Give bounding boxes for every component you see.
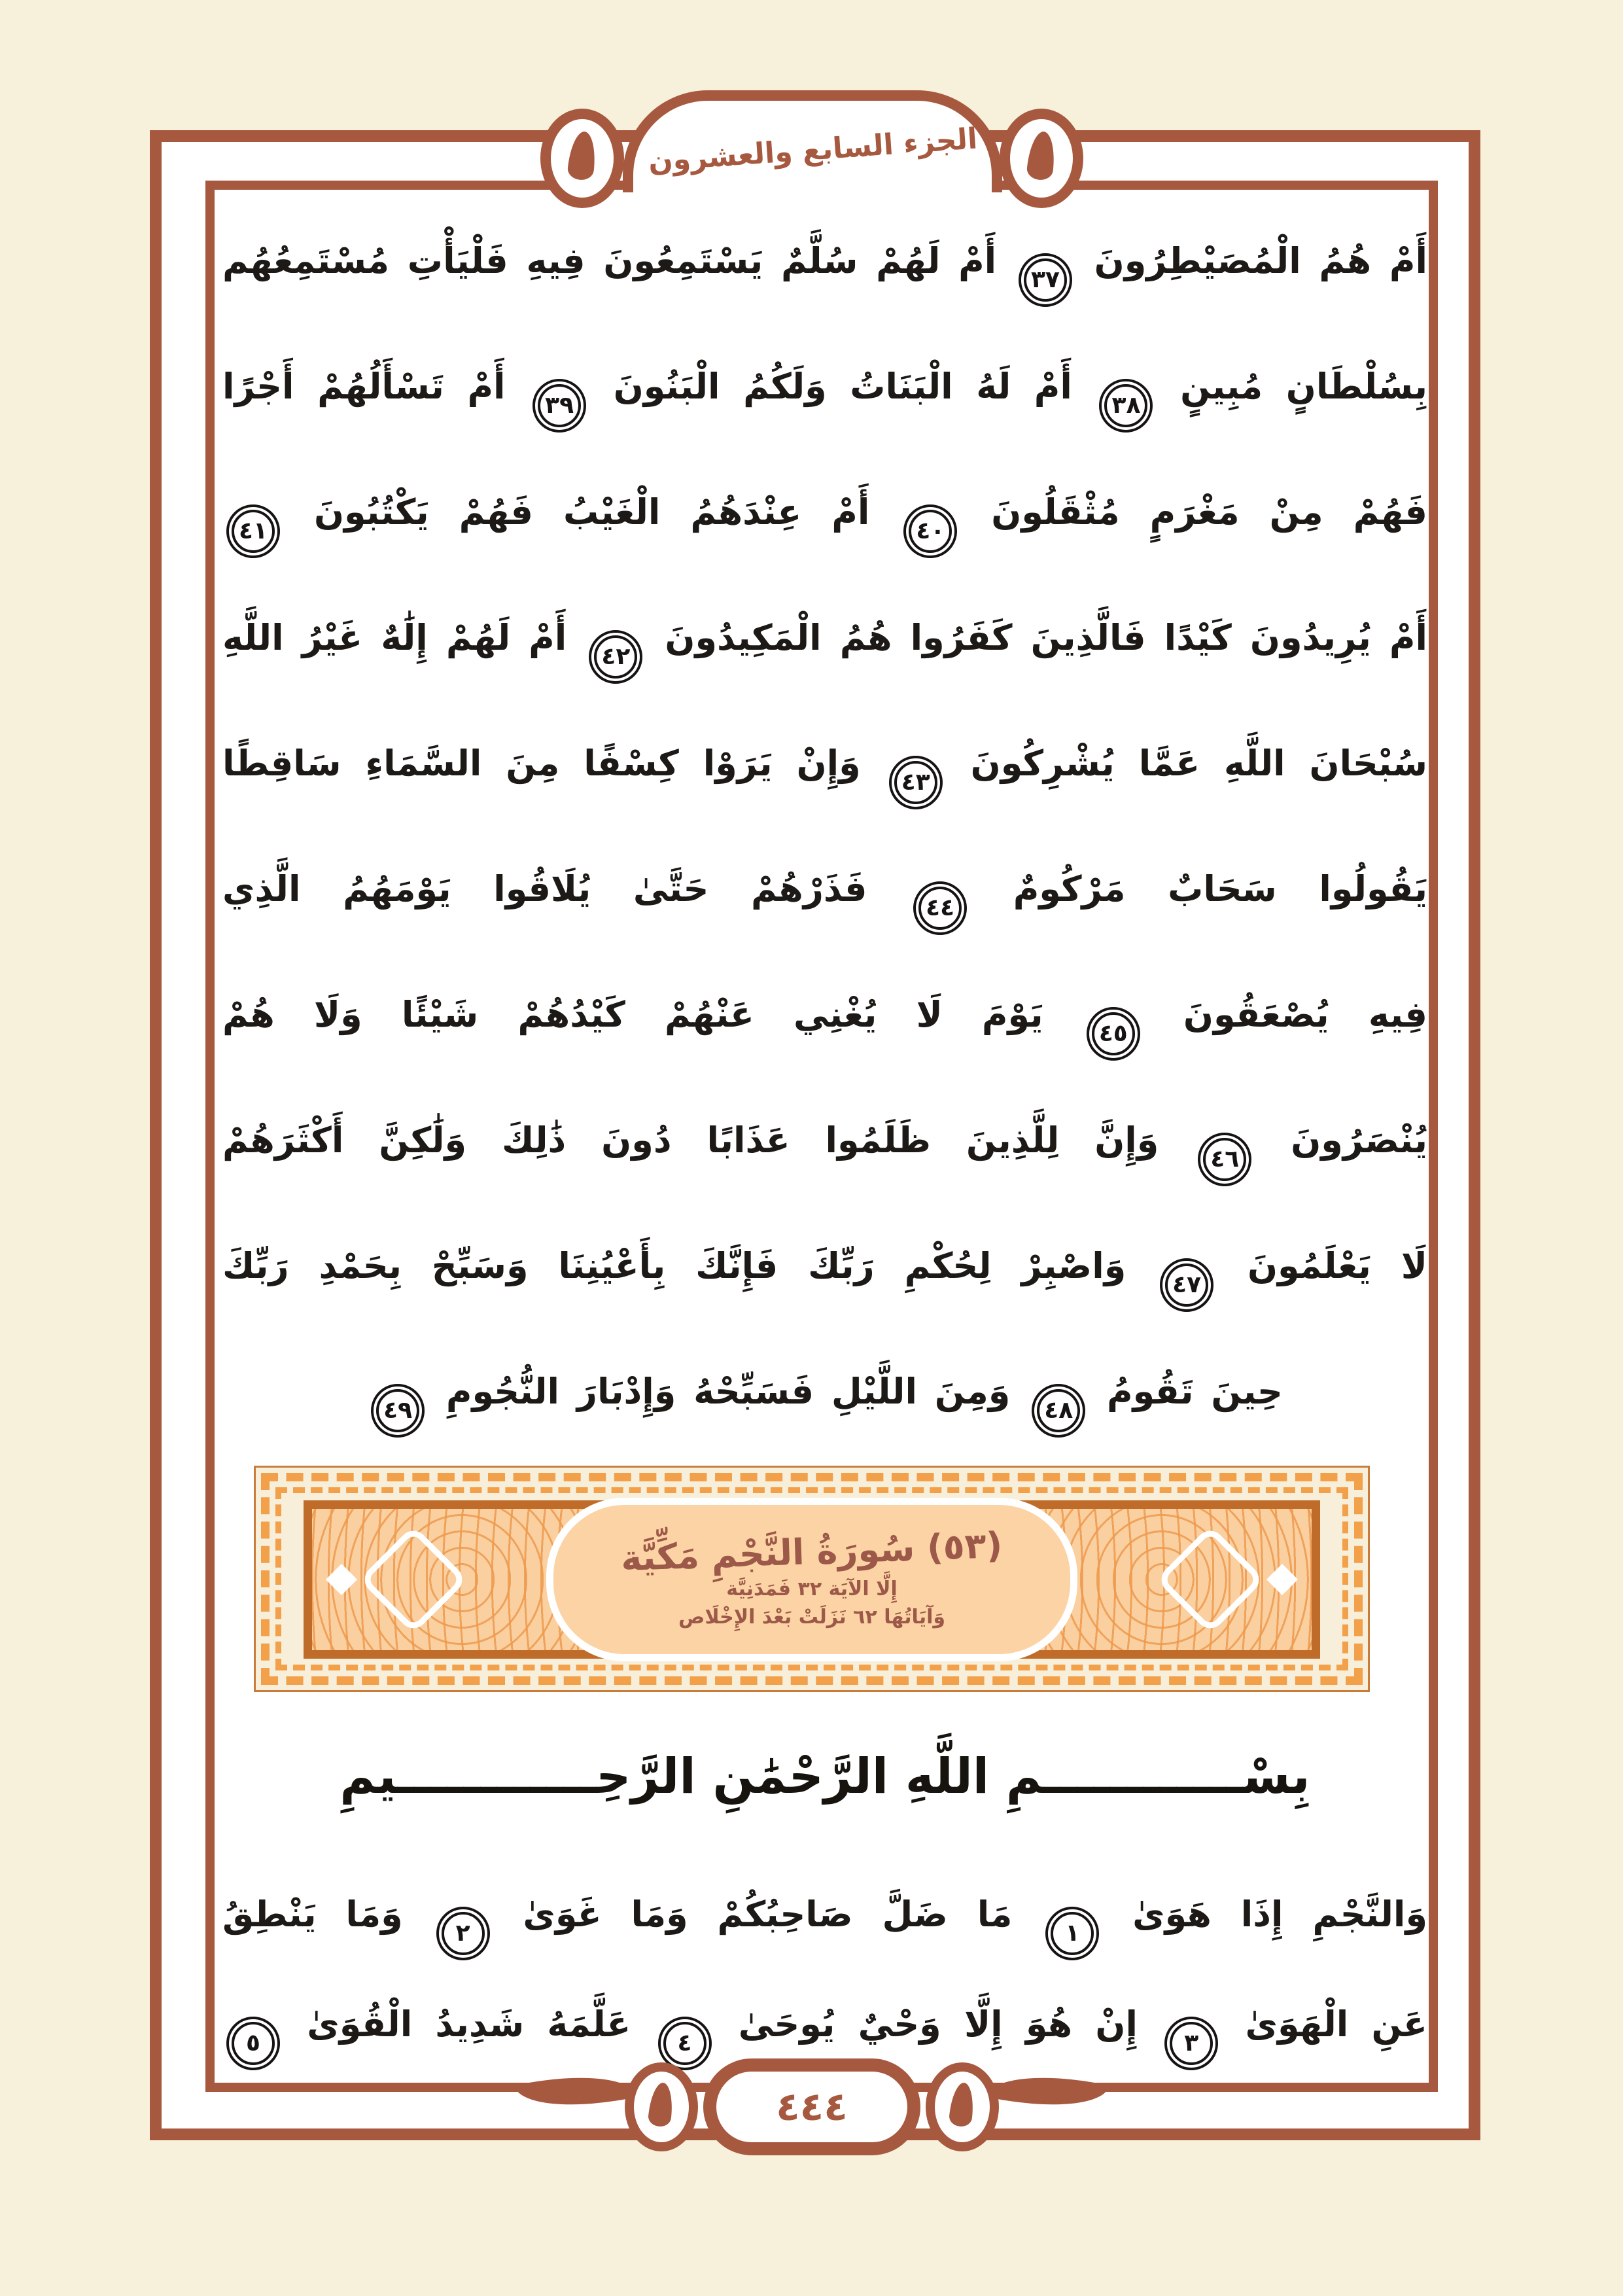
ayah-text: أَمْ لَهُمْ سُلَّمٌ يَسْتَمِعُونَ فِيهِ فَلْيَأْتِ مُسْتَمِعُهُم bbox=[222, 240, 997, 281]
ayah-text: وَمَا يَنْطِقُ bbox=[222, 1894, 403, 1935]
verse-number-marker: ٤٧ bbox=[1160, 1258, 1213, 1312]
surah-header-banner bbox=[254, 1466, 1370, 1692]
ogee-ornament-icon bbox=[1156, 1525, 1265, 1634]
top-left-ring-ornament-icon bbox=[540, 109, 624, 208]
quran-text-block-najm bbox=[222, 1860, 1427, 2079]
diamond-dot-icon bbox=[326, 1564, 357, 1595]
teardrop-icon bbox=[949, 2082, 976, 2128]
surah-note-line1: إِلَّا الآيَة ٣٢ فَمَدَنِيَّة bbox=[726, 1577, 898, 1600]
verse-number-marker: ٢ bbox=[436, 1907, 490, 1960]
bottom-left-ring-ornament-icon bbox=[625, 2062, 698, 2151]
verse-number-marker: ٤٣ bbox=[889, 756, 943, 809]
ayah-text: إِنْ هُوَ إِلَّا وَحْيٌ يُوحَىٰ bbox=[738, 2004, 1138, 2045]
juz-header-dome bbox=[623, 90, 1002, 192]
quran-text-line bbox=[222, 1078, 1427, 1203]
teardrop-icon bbox=[648, 2082, 675, 2128]
ayah-text: أَمْ يُرِيدُونَ كَيْدًا فَالَّذِينَ كَفَرُوا هُمُ الْمَكِيدُونَ bbox=[665, 617, 1427, 658]
ayah-text: حِينَ تَقُومُ bbox=[1107, 1371, 1283, 1412]
verse-number-marker: ٤٦ bbox=[1198, 1133, 1251, 1186]
quran-text-line bbox=[222, 1329, 1427, 1455]
banner-arabesque-panel bbox=[304, 1500, 1320, 1659]
ayah-text: عَلَّمَهُ شَدِيدُ الْقُوَىٰ bbox=[307, 2004, 631, 2045]
verse-number-marker: ٣٩ bbox=[532, 379, 586, 433]
quran-text-line bbox=[222, 952, 1427, 1078]
ayah-text: أَمْ لَهُ الْبَنَاتُ وَلَكُمُ الْبَنُونَ bbox=[613, 366, 1072, 407]
ayah-text: عَنِ الْهَوَىٰ bbox=[1245, 2004, 1427, 2045]
verse-number-marker: ٤٢ bbox=[589, 630, 642, 684]
ayah-text: مَا ضَلَّ صَاحِبُكُمْ وَمَا غَوَىٰ bbox=[523, 1894, 1013, 1935]
ayah-text: لَا يَعْلَمُونَ bbox=[1247, 1245, 1427, 1286]
diamond-dot-icon bbox=[1266, 1564, 1298, 1595]
quran-text-block-tur bbox=[222, 198, 1427, 1455]
ayah-text: أَمْ هُمُ الْمُصَيْطِرُونَ bbox=[1094, 240, 1427, 281]
surah-title-cartouche bbox=[546, 1498, 1077, 1661]
ayah-text: أَمْ لَهُمْ إِلَٰهٌ غَيْرُ اللَّهِ bbox=[222, 617, 567, 658]
ayah-text: سُبْحَانَ اللَّهِ عَمَّا يُشْرِكُونَ bbox=[970, 743, 1427, 784]
ayah-text: فِيهِ يُصْعَقُونَ bbox=[1183, 994, 1427, 1035]
juz-title: الجزء السابع والعشرون bbox=[647, 121, 979, 179]
quran-text-line bbox=[222, 1860, 1427, 1969]
basmala: بِسْــــــــــــمِ اللَّهِ الرَّحْمَٰنِ الرَّحِــــــــــــيمِ bbox=[340, 1748, 1310, 1805]
verse-number-marker: ٣ bbox=[1164, 2017, 1218, 2070]
verse-number-marker: ٤١ bbox=[226, 504, 280, 558]
verse-number-marker: ٣٧ bbox=[1019, 253, 1072, 307]
quran-text-line bbox=[222, 701, 1427, 826]
bottom-right-ring-ornament-icon bbox=[926, 2062, 999, 2151]
verse-number-marker: ٤ bbox=[658, 2017, 712, 2070]
ayah-text: وَالنَّجْمِ إِذَا هَوَىٰ bbox=[1132, 1894, 1427, 1935]
quran-text-line bbox=[222, 575, 1427, 701]
verse-number-marker: ٥ bbox=[226, 2017, 280, 2070]
ayah-text: أَمْ تَسْأَلُهُمْ أَجْرًا bbox=[222, 366, 506, 407]
verse-number-marker: ٤٤ bbox=[913, 881, 967, 935]
verse-number-marker: ٤٩ bbox=[371, 1384, 425, 1438]
teardrop-icon bbox=[567, 130, 598, 181]
ogee-ornament-icon bbox=[359, 1525, 468, 1634]
ayah-text: فَذَرْهُمْ حَتَّىٰ يُلَاقُوا يَوْمَهُمُ الَّذِي bbox=[222, 868, 867, 910]
verse-number-marker: ١ bbox=[1045, 1907, 1099, 1960]
quran-text-line bbox=[222, 450, 1427, 575]
quran-text-line bbox=[222, 198, 1427, 324]
verse-number-marker: ٤٠ bbox=[903, 504, 957, 558]
page-number: ٤٤٤ bbox=[776, 2084, 848, 2130]
top-right-ring-ornament-icon bbox=[1000, 109, 1083, 208]
teardrop-icon bbox=[1026, 130, 1057, 181]
quran-text-line bbox=[222, 324, 1427, 450]
quran-text-line bbox=[222, 826, 1427, 952]
quran-text-line bbox=[222, 1203, 1427, 1329]
ayah-text: يَوْمَ لَا يُغْنِي عَنْهُمْ كَيْدُهُمْ شَيْئًا وَلَا هُمْ bbox=[222, 994, 1043, 1035]
ayah-text: أَمْ عِنْدَهُمُ الْغَيْبُ فَهُمْ يَكْتُبُونَ bbox=[313, 491, 870, 533]
surah-title: (٥٣) سُورَةُ النَّجْمِ مَكِّيَّة bbox=[620, 1524, 1003, 1579]
ayah-text: فَهُمْ مِنْ مَغْرَمٍ مُثْقَلُونَ bbox=[991, 491, 1427, 533]
ayah-text: وَمِنَ اللَّيْلِ فَسَبِّحْهُ وَإِدْبَارَ النُّجُومِ bbox=[445, 1371, 1011, 1412]
verse-number-marker: ٤٥ bbox=[1087, 1007, 1140, 1061]
ayah-text: يَقُولُوا سَحَابٌ مَرْكُومٌ bbox=[1013, 868, 1427, 910]
ayah-text: يُنْصَرُونَ bbox=[1291, 1120, 1427, 1161]
ayah-text: وَإِنَّ لِلَّذِينَ ظَلَمُوا عَذَابًا دُونَ ذَٰلِكَ وَلَٰكِنَّ أَكْثَرَهُمْ bbox=[222, 1120, 1159, 1161]
verse-number-marker: ٣٨ bbox=[1099, 379, 1153, 433]
ayah-text: وَاصْبِرْ لِحُكْمِ رَبِّكَ فَإِنَّكَ بِأَعْيُنِنَا وَسَبِّحْ بِحَمْدِ رَبِّكَ bbox=[222, 1245, 1126, 1286]
ayah-text: بِسُلْطَانٍ مُبِينٍ bbox=[1180, 366, 1427, 407]
verse-number-marker: ٤٨ bbox=[1032, 1384, 1085, 1438]
surah-note-line2: وَآيَاتُهَا ٦٢ نَزَلَتْ بَعْدَ الإِخْلَاص bbox=[678, 1605, 946, 1629]
page-number-cartouche bbox=[703, 2058, 920, 2155]
ayah-text: وَإِنْ يَرَوْا كِسْفًا مِنَ السَّمَاءِ سَاقِطًا bbox=[222, 743, 861, 784]
